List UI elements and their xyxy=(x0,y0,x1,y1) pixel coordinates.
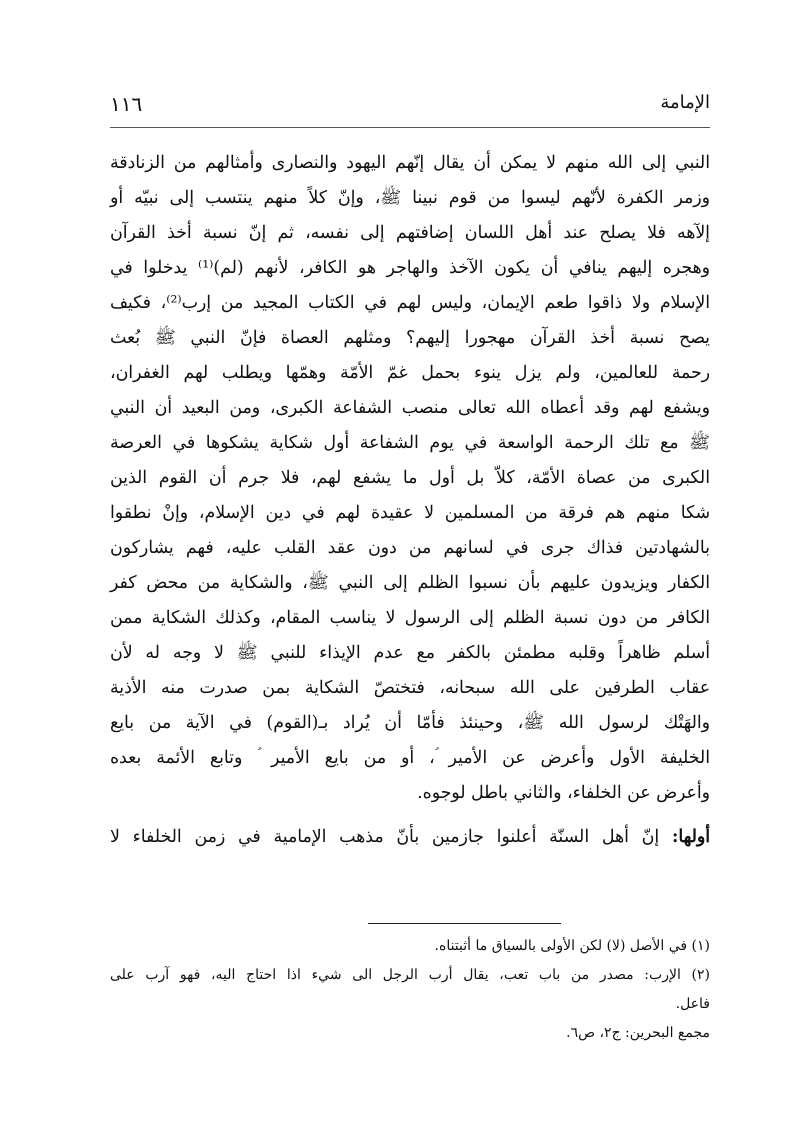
text-line: رحمة للعالمين، ولم يزل ينوء بحمل غمّ الأمّة وهمّها ويطلب لهم الغفران، xyxy=(110,363,710,383)
page-header xyxy=(110,92,710,122)
footnote-2: (٢) الإرب: مصدر من باب تعب، يقال أرب الرجل الى شيء اذا احتاج اليه، فهو آرب على xyxy=(110,967,710,983)
closing-paragraph xyxy=(110,820,710,855)
text-line: عقاب الطرفين على الله سبحانه، فتختصّ الشكاية بمن صدرت منه الأذية xyxy=(110,678,710,698)
text-line: الكبرى من عصاة الأمّة، كلاّ بل أول ما يشفع لهم، فلا جرم أن القوم الذين xyxy=(110,468,710,488)
text-line: النبي إلى الله منهم لا يمكن أن يقال إنّهم اليهود والنصارى وأمثالهم من الزنادقة xyxy=(110,153,710,173)
footnote-rule xyxy=(368,923,561,924)
text-line: الإسلام ولا ذاقوا طعم الإيمان، وليس لهم في الكتاب المجيد من إرب⁽²⁾، فكيف xyxy=(110,293,710,313)
text-line: بالشهادتين فذاك جرى في لسانهم من دون عقد القلب عليه، فهم يشاركون xyxy=(110,538,710,558)
text-line: الكافر من دون نسبة الظلم إلى الرسول لا يناسب المقام، وكذلك الشكاية ممن xyxy=(110,608,710,628)
text-line: شكا منهم هم فرقة من المسلمين لا عقيدة لهم في دين الإسلام، وإنْ نطقوا xyxy=(110,503,710,523)
footnote-1: (١) في الأصل (لا) لكن الأولى بالسياق ما أثبتناه. xyxy=(434,938,710,954)
text-line: الكفار ويزيدون عليهم بأن نسبوا الظلم إلى النبي ﷺ، والشكاية من محض كفر xyxy=(110,573,710,593)
footnote-2-continued: فاعل. xyxy=(675,996,710,1012)
text-line: وهجره إليهم ينافي أن يكون الآخذ والهاجر هو الكافر، لأنهم (لم)⁽¹⁾ يدخلوا في xyxy=(110,258,710,278)
running-title: الإمامة xyxy=(660,92,710,113)
text-line: الخليفة الأول وأعرض عن الأمير ؑ، أو من بايع الأمير ؑ وتابع الأئمة بعده xyxy=(110,748,710,768)
text-line: يصح نسبة أخذ القرآن مهجورا إليهم؟ ومثلهم العصاة فإنّ النبي ﷺ بُعث xyxy=(110,328,710,348)
paragraph-gap xyxy=(110,811,710,820)
text-line: إلآهه فلا يصلح عند أهل اللسان إضافتهم إلى نفسه، ثم إنّ نسبة أخذ القرآن xyxy=(110,223,710,243)
text-line: ويشفع لهم وقد أعطاه الله تعالى منصب الشفاعة الكبرى، ومن البعيد أن النبي xyxy=(110,398,710,418)
text-line: وزمر الكفرة لأنّهم ليسوا من قوم نبينا ﷺ، وإنّ كلاً منهم ينتسب إلى نبيّه أو xyxy=(110,188,710,208)
text-line: وأعرض عن الخلفاء، والثاني باطل لوجوه. xyxy=(417,783,710,803)
body-text xyxy=(110,146,710,855)
paragraph-text: إنّ أهل السنّة أعلنوا جازمين بأنّ مذهب الإمامية في زمن الخلفاء لا xyxy=(110,827,672,847)
text-line: والهَتْك لرسول الله ﷺ، وحينئذ فأمّا أن يُراد بـ(القوم) في الآية من بايع xyxy=(110,713,710,733)
paragraph-lead: أولها: xyxy=(671,827,710,847)
page-number: ١١٦ xyxy=(110,92,143,116)
text-line: أسلم ظاهراً وقلبه مطمئن بالكفر مع عدم الإيذاء للنبي ﷺ لا وجه له لأن xyxy=(110,643,710,663)
footnotes xyxy=(110,932,710,1048)
footnote-2-source: مجمع البحرين: ج٢، ص٦. xyxy=(566,1025,710,1041)
header-rule xyxy=(110,127,710,128)
text-line: ﷺ مع تلك الرحمة الواسعة في يوم الشفاعة أول شكاية يشكوها في العرصة xyxy=(110,433,710,453)
